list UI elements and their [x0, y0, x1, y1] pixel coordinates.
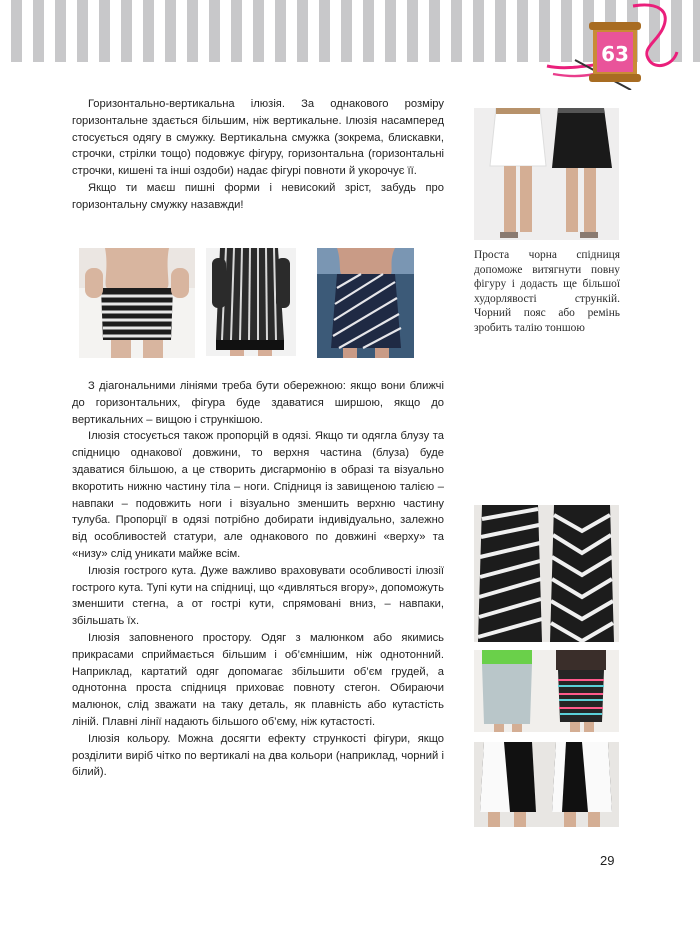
photo-vertical-stripes	[206, 248, 296, 356]
paragraph: Ілюзія заповненого простору. Одяг з малюнком або якимись прикрасами сприймається більшим і об’ємнішим, ніж однотонний. Наприклад, картатий одяг допомагає збільшити об’єм грудей, а однотонна проста спідниця приховає повноту стегон. Обираючи малюнок, слід зважати на таку деталь, як плавність або кутастість ліній. Плавні лінії надають більшого об’єму, ніж кутастості.	[72, 631, 444, 728]
spool-badge-icon	[545, 0, 685, 90]
badge-number: 63	[601, 42, 629, 66]
paragraph: Якщо ти маєш пишні форми і невисокий зріст, забудь про горизонтальну смужку назавжди!	[72, 181, 444, 211]
photo-chevron-maxi-skirts	[474, 505, 619, 642]
text-block-bottom	[72, 378, 444, 781]
text-block-top	[72, 96, 444, 214]
paragraph: Ілюзія стосується також пропорцій в одязі. Якщо ти одягла блузу та спідницю однакової довжини, то верхня частина (блуза) буде здаватися більшою, а це створить дисгармонію в образі та візуально вкоротить нижню частину тіла – ноги. Спідниця із завищеною талією – навпаки – подовжить ноги і візуально зменшить верхню частину тулуба. Пропорції в одязі потрібно добирати індивідуально, залежно від особливостей статури, але однакового по довжині «верху» та «низу» слід уникати майже всім.	[72, 430, 444, 560]
photo-caption: Проста чорна спідниця допоможе витягнути повну фігуру і додасть ще більшої худорлявості стрункій. Чорний пояс або ремінь зробить талію тоншою	[474, 249, 620, 334]
photo-pencil-skirts	[474, 650, 619, 732]
page-number: 29	[600, 853, 615, 868]
photo-white-black-skirts	[474, 108, 619, 240]
paragraph: Горизонтально-вертикальна ілюзія. За однакового розміру горизонтальне здається більшим, ніж вертикальне. Ілюзія насамперед стосується одягу в смужку. Вертикальна смужка (зокрема, блискавки, строчки, стрілки тощо) подовжує фігуру, горизонтальна (горизонтальні строчки, кишені та інші оздоби) надає фігурі повноти й укорочує її.	[72, 98, 444, 178]
photo-horizontal-stripes	[79, 248, 195, 358]
paragraph: З діагональними лініями треба бути обережною: якщо вони ближчі до горизонтальних, фігура буде здаватися ширшою, якщо до вертикальних – вищою і стрункішою.	[72, 380, 444, 426]
photo-diagonal-stripes	[317, 248, 414, 358]
paragraph: Ілюзія кольору. Можна досягти ефекту стрункості фігури, якщо розділити виріб чітко по вертикалі на два кольори (наприклад, чорний і білий).	[72, 732, 444, 779]
paragraph: Ілюзія гострого кута. Дуже важливо враховувати особливості ілюзії гострого кута. Тупі кути на спідниці, що «дивляться вгору», допоможуть зменшити стегна, а от гострі кути, спрямовані вниз, – навпаки, збільшать їх.	[72, 564, 444, 628]
photo-color-block-dresses	[474, 742, 619, 827]
